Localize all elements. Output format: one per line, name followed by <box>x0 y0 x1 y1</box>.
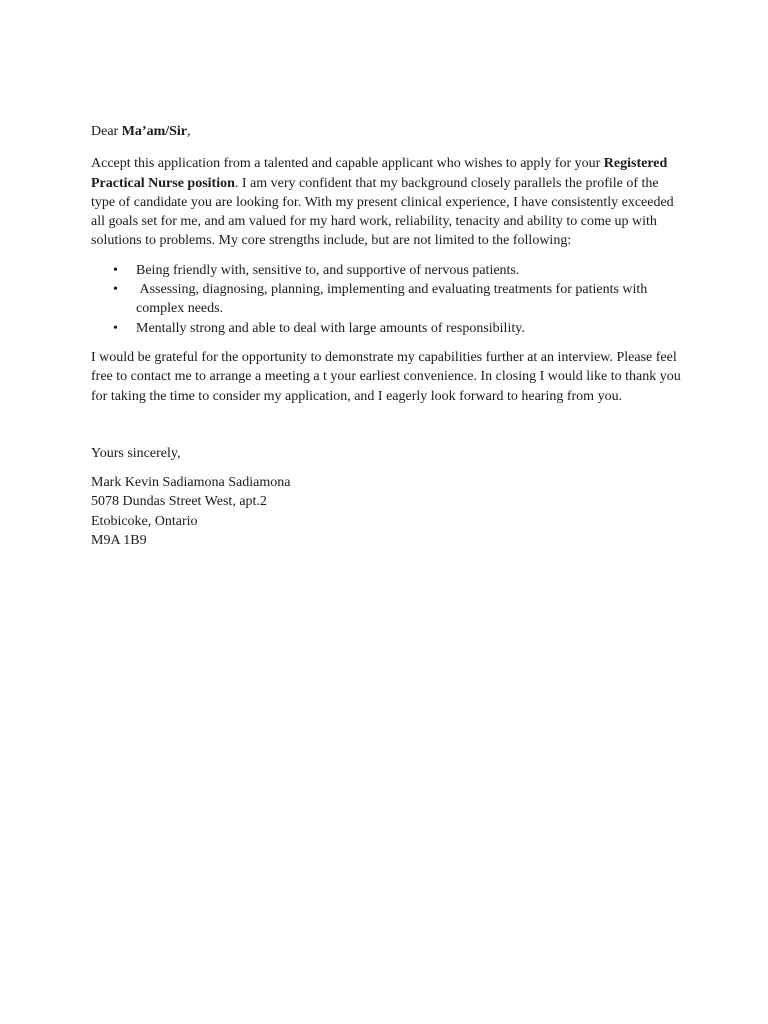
address-city: Etobicoke, Ontario <box>91 513 198 529</box>
signer-name: Mark Kevin Sadiamona Sadiamona <box>91 475 291 491</box>
salutation-prefix: Dear <box>91 124 122 139</box>
signoff: Yours sincerely, <box>91 445 181 461</box>
signature-block <box>91 473 681 550</box>
intro-paragraph <box>91 154 681 250</box>
address-postal-code: M9A 1B9 <box>91 533 147 549</box>
letter-page <box>91 122 681 550</box>
salutation-name: Ma’am/Sir <box>121 124 188 139</box>
list-item <box>91 319 681 338</box>
strength-text: Being friendly with, sensitive to, and supportive of nervous patients. <box>136 262 520 278</box>
strength-text: Assessing, diagnosing, planning, implementing and evaluating treatments for patients with complex needs. <box>136 282 651 317</box>
intro-text-end: . I am very confident that my background closely parallels the profile of the type of candidate you are looking for. With my present clinical experience, I have consistently exceeded all goals set for me, and am valued for my hard work, reliability, tenacity and ability to come up with solutions to problems. My core strengths include, but are not limited to the following: <box>91 175 674 249</box>
intro-text-start: Accept this application from a talented and capable applicant who wishes to apply for your <box>91 156 604 172</box>
salutation-suffix: , <box>187 124 191 139</box>
salutation <box>91 122 681 141</box>
bullet-icon: • <box>113 262 118 278</box>
bullet-icon: • <box>113 320 118 336</box>
list-item <box>91 261 681 280</box>
strengths-list <box>91 261 681 338</box>
strength-text: Mentally strong and able to deal with large amounts of responsibility. <box>136 320 525 336</box>
bullet-icon: • <box>113 282 118 298</box>
position-title: Registered Practical Nurse position <box>91 156 668 191</box>
list-item <box>91 280 681 319</box>
address-street: 5078 Dundas Street West, apt.2 <box>91 494 267 510</box>
closing-paragraph: I would be grateful for the opportunity to demonstrate my capabilities further at an interview. Please feel free to contact me to arrange a meeting a t your earliest convenience. In closing I would like to thank you for taking the time to consider my application, and I eagerly look forward to hearing from you. <box>91 349 681 404</box>
